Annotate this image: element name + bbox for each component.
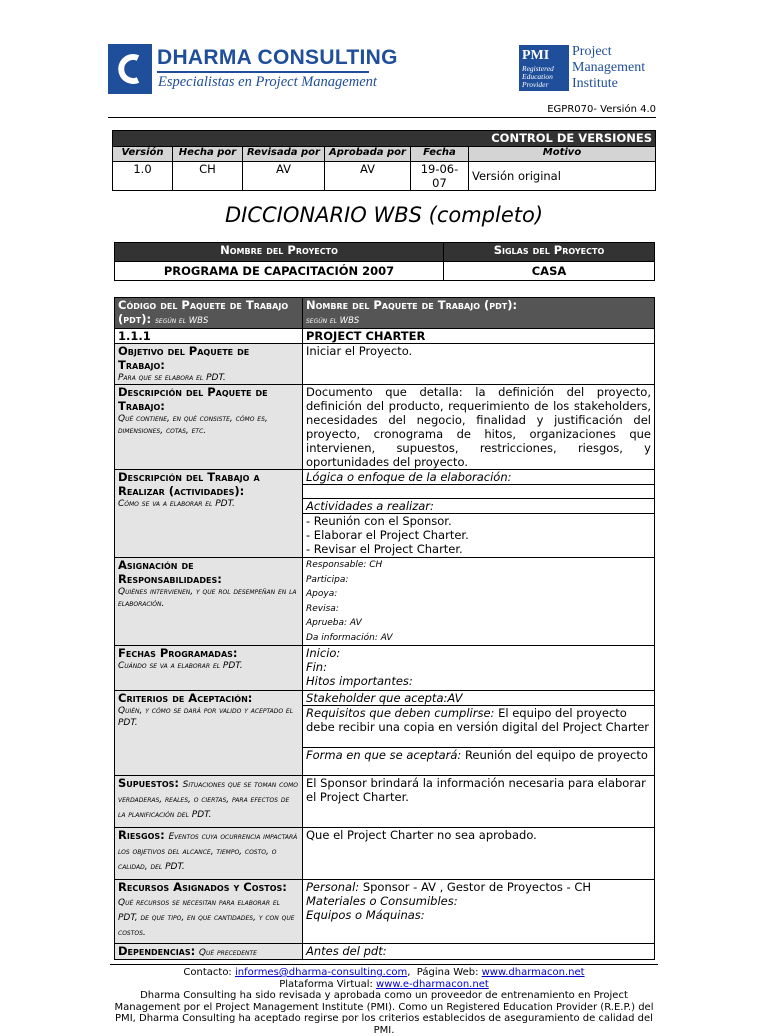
- pmi-badge-3: Provider: [522, 80, 549, 89]
- activity-item: - Reunión con el Sponsor.: [306, 514, 452, 528]
- company-rule: [157, 71, 369, 73]
- project-name: PROGRAMA DE CAPACITACIÓN 2007: [115, 262, 444, 281]
- resources-value: Personal: Sponsor - AV , Gestor de Proyectos - CH Materiales o Consumibles: Equipos o Máquinas:: [303, 880, 655, 944]
- accept-requirements: Requisitos que deben cumplirse: El equipo del proyecto debe recibir una copia en versión digital del Project Charter: [303, 706, 655, 748]
- dates-label: Fechas Programadas: Cuándo se va a elaborar el PDT.: [115, 646, 303, 691]
- description-label: Descripción del Paquete de Trabajo: Qué contiene, en qué consiste, cómo es, dimensiones, cotas, etc.: [115, 385, 303, 470]
- col-made-by: Hecha por: [173, 147, 243, 162]
- cell-date: 19-06-07: [411, 162, 469, 191]
- pmi-badge-1: Registered: [522, 64, 554, 73]
- risks-label: Riesgos: Eventos cuya ocurrencia impactará los objetivos del alcance, tiempo, costo, o calidad, del PDT.: [115, 828, 303, 880]
- resources-label: Recursos Asignados y Costos: Qué recursos se necesitan para elaborar el PDT, de que tipo, en que cantidades, y con que costos.: [115, 880, 303, 944]
- cell-reviewed-by: AV: [243, 162, 325, 191]
- company-name: DHARMA CONSULTING: [157, 46, 398, 69]
- objective-value: Iniciar el Proyecto.: [303, 344, 655, 385]
- dates-value: Inicio: Fin: Hitos importantes:: [303, 646, 655, 691]
- footer-platform: Plataforma Virtual: www.e-dharmacon.net: [279, 978, 489, 990]
- assign-label: Asignación de Responsabilidades: Quiénes intervienen, y que rol desempeñan en la elaboración.: [115, 558, 303, 646]
- wbs-name: PROJECT CHARTER: [303, 329, 655, 344]
- email-link[interactable]: informes@dharma-consulting.com: [235, 967, 408, 978]
- version-control-title: CONTROL DE VERSIONES: [113, 131, 656, 147]
- cell-reason: Versión original: [469, 162, 656, 191]
- platform-link[interactable]: www.e-dharmacon.net: [376, 978, 489, 990]
- header-rule: [108, 117, 656, 118]
- wbs-dictionary-table: [114, 297, 655, 960]
- wbs-code: 1.1.1: [115, 329, 303, 344]
- page-footer: [110, 964, 658, 1036]
- company-tagline: Especialistas en Project Management: [158, 74, 377, 90]
- svg-text:PMI: PMI: [522, 48, 550, 63]
- assumptions-label: Supuestos: Situaciones que se toman como verdaderas, reales, o ciertas, para efectos de la planificación del PDT.: [115, 776, 303, 828]
- col-approved-by: Aprobada por: [325, 147, 411, 162]
- wbs-code-header: Código del Paquete de Trabajo (pdt): según el WBS: [115, 298, 303, 329]
- cell-made-by: CH: [173, 162, 243, 191]
- page-title: DICCIONARIO WBS (completo): [224, 203, 544, 227]
- assumptions-value: El Sponsor brindará la información necesaria para elaborar el Project Charter.: [303, 776, 655, 828]
- work-activities: [303, 514, 655, 558]
- col-date: Fecha: [411, 147, 469, 162]
- footer-contact: Contacto: informes@dharma-consulting.com, Página Web: www.dharmacon.net: [183, 967, 585, 978]
- accept-stakeholder: Stakeholder que acepta:AV: [303, 691, 655, 706]
- activity-item: - Elaborar el Project Charter.: [306, 528, 469, 542]
- pmi-badge-2: Education: [522, 72, 553, 81]
- cell-approved-by: AV: [325, 162, 411, 191]
- website-link[interactable]: www.dharmacon.net: [481, 967, 585, 978]
- col-reason: Motivo: [469, 147, 656, 162]
- doc-code: EGPR070- Versión 4.0: [547, 104, 656, 115]
- pmi-logo-icon: [519, 45, 569, 91]
- deps-label: Dependencias: Qué precedente: [115, 944, 303, 960]
- project-name-label: Nombre del Proyecto: [115, 243, 444, 262]
- assign-value: Responsable: CH Participa: Apoya: Revisa: Aprueba: AV Da información: AV: [303, 558, 655, 646]
- work-empty-row: [303, 485, 655, 499]
- wbs-name-header: Nombre del Paquete de Trabajo (pdt): según el WBS: [303, 298, 655, 329]
- work-logic: Lógica o enfoque de la elaboración:: [303, 470, 655, 485]
- project-acronym-label: Siglas del Proyecto: [444, 243, 655, 262]
- pmi-name: Project Management Institute: [572, 44, 646, 91]
- description-value: Documento que detalla: la definición del proyecto, definición del producto, requerimiento de los stakeholders, necesidades del negocio, finalidad y justificación del proyecto, cronograma de hitos, organizaciones que intervienen, supuestos, restricciones, riesgos, y oportunidades del proyecto.: [303, 385, 655, 470]
- activity-item: - Revisar el Project Charter.: [306, 542, 463, 556]
- dharma-logo-icon: [108, 44, 152, 94]
- accept-form: Forma en que se aceptará: Reunión del equipo de proyecto: [303, 748, 655, 776]
- col-version: Versión: [113, 147, 173, 162]
- work-label: Descripción del Trabajo a Realizar (actividades): Cómo se va a elaborar el PDT.: [115, 470, 303, 558]
- work-activities-label: Actividades a realizar:: [303, 499, 655, 514]
- version-control-table: [112, 130, 656, 191]
- risks-value: Que el Project Charter no sea aprobado.: [303, 828, 655, 880]
- footer-text: Dharma Consulting ha sido revisada y aprobada como un proveedor de entrenamiento en Project Management por el Project Management Institute (PMI). Como un Registered Education Provider (R.E.P.) del PMI, Dharma Consulting ha aceptado regirse por los criterios establecidos de aseguramiento de calidad del PMI.: [114, 990, 654, 1036]
- project-acronym: CASA: [444, 262, 655, 281]
- objective-label: Objetivo del Paquete de Trabajo: Para que se elabora el PDT.: [115, 344, 303, 385]
- deps-before: Antes del pdt:: [303, 944, 655, 960]
- accept-label: Criterios de Aceptación: Quién, y cómo se dará por valido y aceptado el PDT.: [115, 691, 303, 776]
- cell-version: 1.0: [113, 162, 173, 191]
- col-reviewed-by: Revisada por: [243, 147, 325, 162]
- project-table: [114, 242, 655, 281]
